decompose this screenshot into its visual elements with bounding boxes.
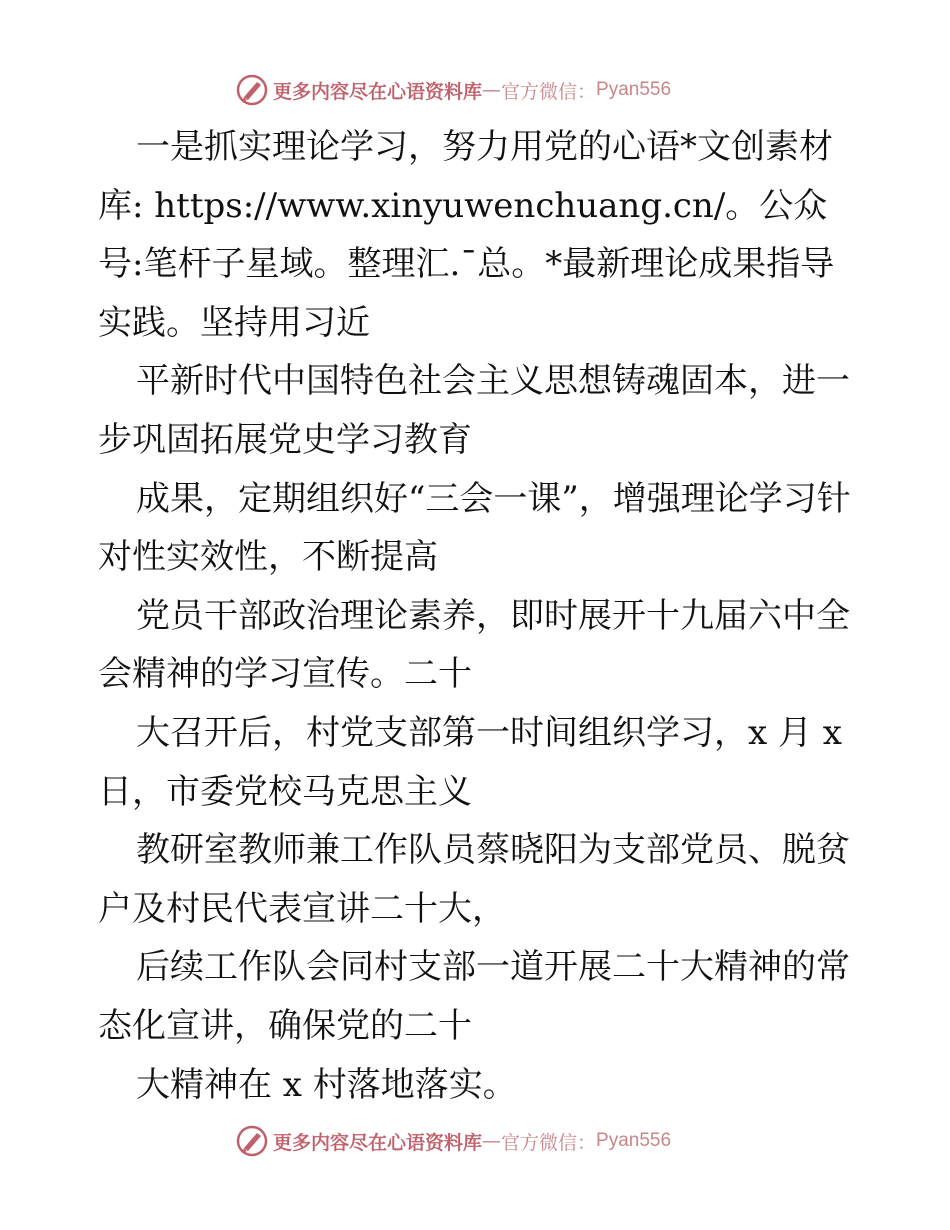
paragraph: 教研室教师兼工作队员蔡晓阳为支部党员、脱贫户及村民代表宣讲二十大， [98, 830, 850, 929]
paragraph: 大召开后，村党支部第一时间组织学习，x 月 x 日，市委党校马克思主义 [98, 712, 853, 812]
paragraph: 大精神在 x 村落地落实。 [136, 1064, 517, 1105]
paragraph: 一是抓实理论学习，努力用党的心语*文创素材库: https://www.xinyuwenchuang.cn/。公众号:笔杆子星域。整理汇.¯总。*最新理论成果指导实践。坚持用习近 [98, 127, 835, 343]
body-text [98, 118, 858, 1114]
watermark-id: Pyan556 [596, 79, 672, 100]
watermark-label: 官方微信： [501, 1131, 597, 1154]
pen-seal-icon [235, 1124, 269, 1158]
watermark-label: 官方微信： [501, 80, 597, 103]
paragraph: 后续工作队会同村支部一道开展二十大精神的常态化宣讲，确保党的二十 [98, 947, 850, 1046]
paragraph: 平新时代中国特色社会主义思想铸魂固本，进一步巩固拓展党史学习教育 [98, 361, 850, 460]
watermark-header [235, 70, 795, 110]
watermark-brand: 更多内容尽在心语资料库 [273, 1131, 483, 1154]
watermark-dash: — [482, 79, 502, 101]
paragraph: 成果，定期组织好“三会一课”，增强理论学习针对性实效性，不断提高 [98, 478, 851, 578]
watermark-brand: 更多内容尽在心语资料库 [273, 80, 483, 103]
pen-seal-icon [235, 73, 269, 107]
watermark-dash: — [482, 1130, 502, 1152]
paragraph: 党员干部政治理论素养，即时展开十九届六中全会精神的学习宣传。二十 [98, 595, 850, 695]
watermark-id: Pyan556 [596, 1130, 672, 1151]
watermark-footer [235, 1121, 795, 1161]
